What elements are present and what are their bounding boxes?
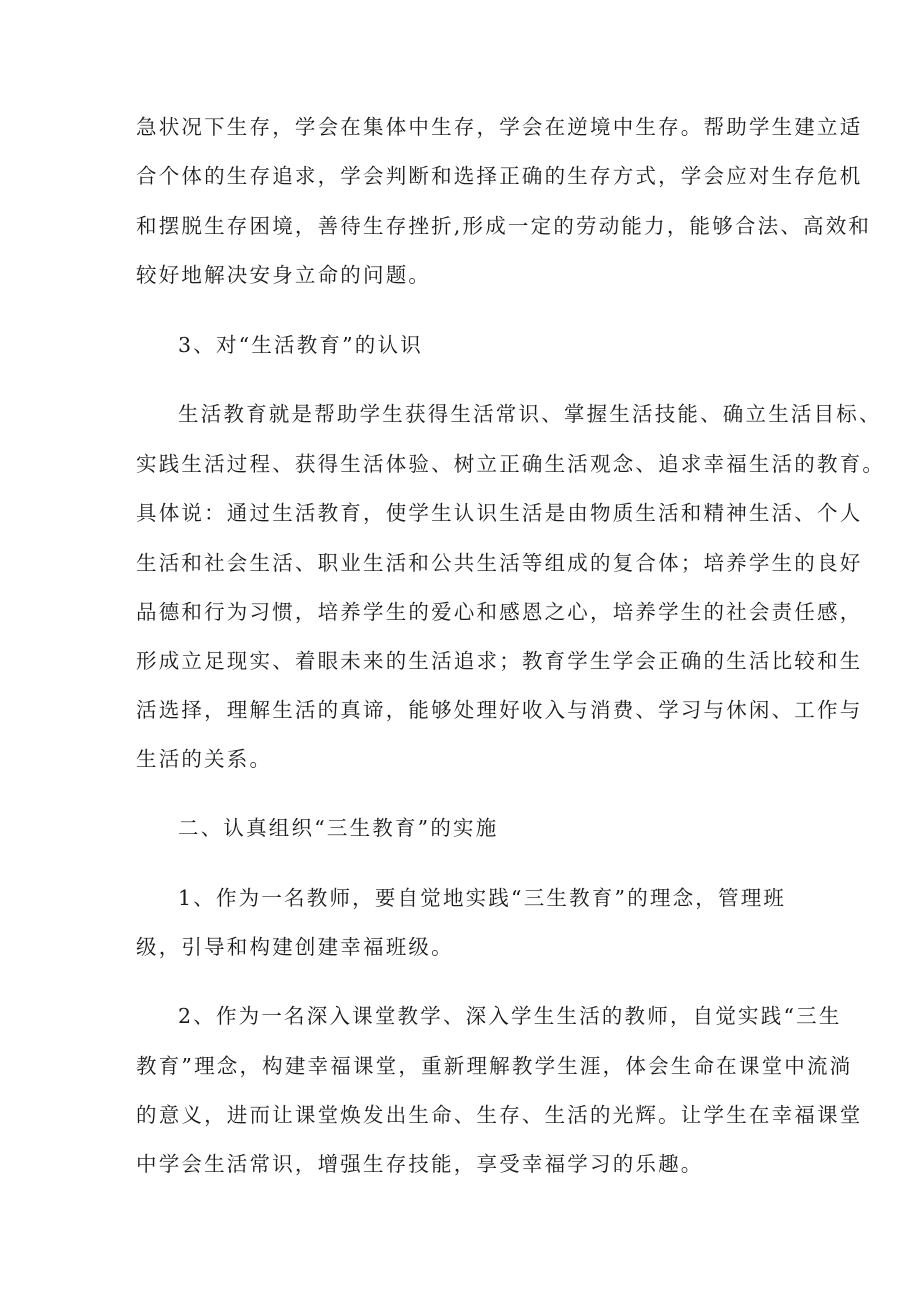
paragraph-line: 形成立足现实、着眼未来的生活追求；教育学生学会正确的生活比较和生	[136, 649, 863, 673]
paragraph-line: 急状况下生存，学会在集体中生存，学会在逆境中生存。帮助学生建立适	[136, 115, 863, 139]
paragraph-line: 级，引导和构建创建幸福班级。	[136, 935, 454, 959]
paragraph-line: 具体说：通过生活教育，使学生认识生活是由物质生活和精神生活、个人	[136, 501, 863, 525]
paragraph-line: 2、作为一名深入课堂教学、深入学生生活的教师，自觉实践“三生	[178, 1004, 842, 1028]
paragraph-line: 合个体的生存追求，学会判断和选择正确的生存方式，学会应对生存危机	[136, 164, 863, 188]
section-heading-2: 二、认真组织“三生教育”的实施	[178, 816, 499, 840]
paragraph-line: 和摆脱生存困境，善待生存挫折,形成一定的劳动能力，能够合法、高效和	[136, 214, 872, 238]
paragraph-line: 较好地解决安身立命的问题。	[136, 263, 432, 287]
paragraph-line: 品德和行为习惯，培养学生的爱心和感恩之心，培养学生的社会责任感，	[136, 600, 863, 624]
paragraph-line: 实践生活过程、获得生活体验、树立正确生活观念、追求幸福生活的教育。	[136, 452, 886, 476]
paragraph-line: 生活教育就是帮助学生获得生活常识、掌握生活技能、确立生活目标、	[178, 402, 882, 426]
section-heading-3: 3、对“生活教育”的认识	[178, 333, 423, 357]
paragraph-line: 中学会生活常识，增强生存技能，享受幸福学习的乐趣。	[136, 1152, 704, 1176]
paragraph-line: 生活和社会生活、职业生活和公共生活等组成的复合体；培养学生的良好	[136, 551, 863, 575]
paragraph-line: 生活的关系。	[136, 747, 273, 771]
paragraph-line: 活选择，理解生活的真谛，能够处理好收入与消费、学习与休闲、工作与	[136, 698, 863, 722]
paragraph-line: 1、作为一名教师，要自觉地实践“三生教育”的理念，管理班	[178, 886, 787, 910]
paragraph-line: 的意义，进而让课堂焕发出生命、生存、生活的光辉。让学生在幸福课堂	[136, 1103, 863, 1127]
paragraph-line: 教育”理念，构建幸福课堂，重新理解教学生涯，体会生命在课堂中流淌	[136, 1054, 853, 1078]
